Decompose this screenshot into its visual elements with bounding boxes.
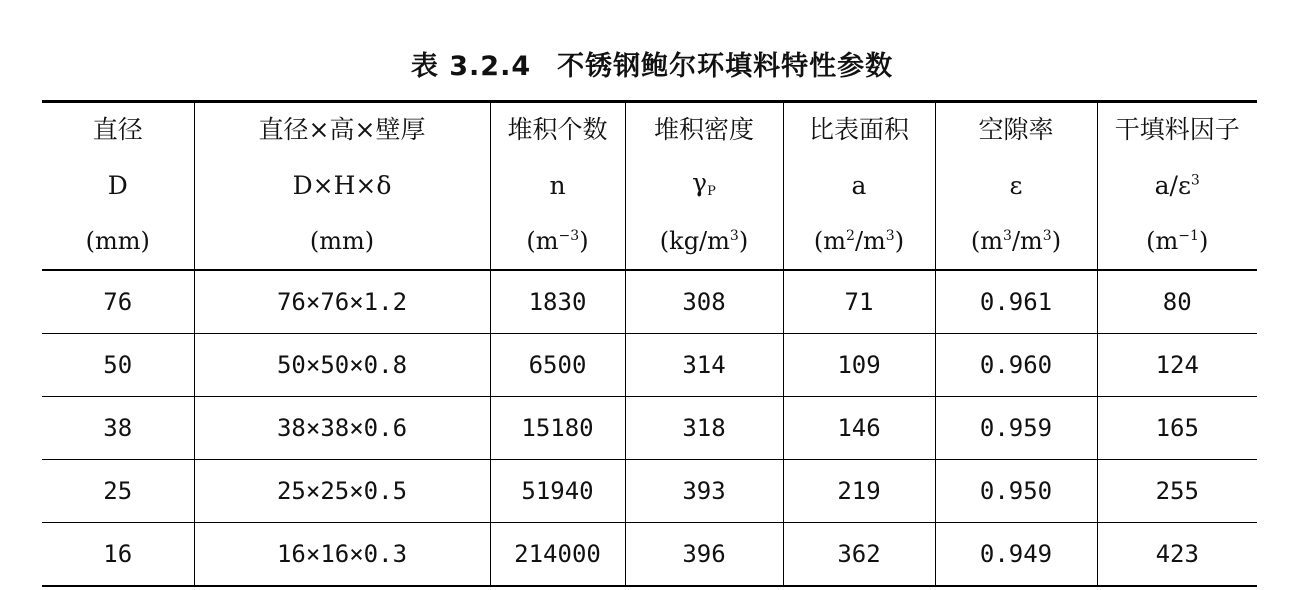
packing-properties-table <box>42 100 1257 587</box>
table-cell: 0.949 <box>935 523 1097 587</box>
table-cell: 0.961 <box>935 270 1097 334</box>
col-unit: $(m^3/m^3)$ <box>935 214 1097 270</box>
col-unit: $(m^{-3})$ <box>490 214 625 270</box>
header-row-names <box>42 102 1257 158</box>
table-cell: 165 <box>1097 397 1257 460</box>
col-name: 直径×高×壁厚 <box>194 102 490 158</box>
table-title <box>0 44 1304 83</box>
col-symbol: D <box>107 170 128 200</box>
col-unit: $(m^2/m^3)$ <box>783 214 935 270</box>
table-cell: 76×76×1.2 <box>194 270 490 334</box>
table-row <box>42 460 1257 523</box>
col-symbol: ε <box>935 157 1097 214</box>
table-cell: 314 <box>625 334 783 397</box>
col-unit: $(kg/m^3)$ <box>625 214 783 270</box>
table-cell: 76 <box>42 270 194 334</box>
table-caption: 不锈钢鲍尔环填料特性参数 <box>557 51 894 82</box>
table-cell: 71 <box>783 270 935 334</box>
table-cell: 50×50×0.8 <box>194 334 490 397</box>
table-cell: 393 <box>625 460 783 523</box>
col-symbol: $a/\varepsilon^3$ <box>1097 157 1257 214</box>
table-cell: 423 <box>1097 523 1257 587</box>
col-name: 堆积个数 <box>490 102 625 158</box>
table-cell: 16×16×0.3 <box>194 523 490 587</box>
col-symbol: a <box>783 157 935 214</box>
table-cell: 255 <box>1097 460 1257 523</box>
col-name: 空隙率 <box>935 102 1097 158</box>
col-name: 比表面积 <box>783 102 935 158</box>
table-cell: 362 <box>783 523 935 587</box>
table-cell: 214000 <box>490 523 625 587</box>
table-cell: 80 <box>1097 270 1257 334</box>
table-cell: 0.959 <box>935 397 1097 460</box>
table-cell: 124 <box>1097 334 1257 397</box>
table-header <box>42 102 1257 271</box>
table-cell: 38×38×0.6 <box>194 397 490 460</box>
col-symbol: n <box>490 157 625 214</box>
table-row <box>42 397 1257 460</box>
col-unit: (mm) <box>194 214 490 270</box>
table-cell: 0.950 <box>935 460 1097 523</box>
table-row <box>42 334 1257 397</box>
table-cell: 51940 <box>490 460 625 523</box>
table-body <box>42 270 1257 586</box>
table-cell: 146 <box>783 397 935 460</box>
table-cell: 15180 <box>490 397 625 460</box>
col-name: 干填料因子 <box>1097 102 1257 158</box>
table-cell: 50 <box>42 334 194 397</box>
header-row-units <box>42 214 1257 270</box>
header-row-symbols <box>42 157 1257 214</box>
table-cell: 6500 <box>490 334 625 397</box>
col-name: 堆积密度 <box>625 102 783 158</box>
table-row <box>42 270 1257 334</box>
col-symbol: γP <box>625 157 783 214</box>
table-cell: 1830 <box>490 270 625 334</box>
col-unit: $(m^{-1})$ <box>1097 214 1257 270</box>
table-cell: 318 <box>625 397 783 460</box>
table-cell: 109 <box>783 334 935 397</box>
table-row <box>42 523 1257 587</box>
col-unit: (mm) <box>42 214 194 270</box>
table-cell: 25×25×0.5 <box>194 460 490 523</box>
table-number: 表 3.2.4 <box>410 51 532 82</box>
table-cell: 219 <box>783 460 935 523</box>
table-cell: 25 <box>42 460 194 523</box>
col-symbol: D×H×δ <box>194 157 490 214</box>
table-cell: 396 <box>625 523 783 587</box>
col-name: 直径 <box>42 102 194 158</box>
table-cell: 38 <box>42 397 194 460</box>
table-cell: 0.960 <box>935 334 1097 397</box>
table-cell: 16 <box>42 523 194 587</box>
table-cell: 308 <box>625 270 783 334</box>
